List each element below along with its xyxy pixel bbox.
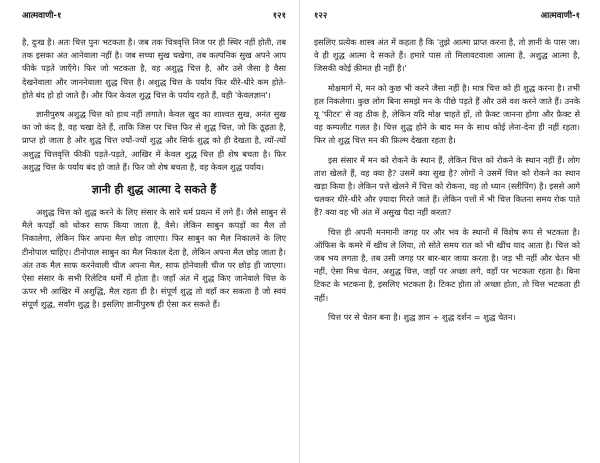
right-page-header bbox=[314, 10, 580, 22]
running-head-title: आत्मवाणी-१ bbox=[22, 11, 62, 21]
body-paragraph: इस संसार में मन को रोकने के स्थान हैं, लेकिन चित्त को रोकने के स्थान नहीं हैं। लोग ताश खेलते हैं, वह क्या है? उसमें क्या सुख है? लोगों ने उसमें चित्त को रोकने का स्थान खड़ा किया है। लेकिन पत्ते खेलने में चित्त को रोकना, वह तो ध्यान (स्लीपिंग) है। इससे आगे चलकर धीरे-धीरे और ज़्यादा गिरते जाते हैं। लेकिन पत्तों में भी चित्त कितना समय रोक पाते हैं? क्या वह भी अंत में असुख पैदा नहीं करता? bbox=[314, 154, 580, 218]
body-paragraph: चित्त पर से चेतन बना है। शुद्ध ज्ञान + शुद्ध दर्शन = शुद्ध चेतन। bbox=[328, 311, 516, 322]
section-heading: ज्ञानी ही शुद्ध आत्मा दे सकते हैं bbox=[91, 183, 217, 197]
body-paragraph: ज्ञानीपुरुष अशुद्ध चित्त को हाथ नहीं लगाते। केवल खुद का शाश्वत सुख, अनंत सुख का जो कंद है, वह चखा देते हैं, ताकि जिस पर चित्त फिर से शुद्ध चित्त, जो कि ठूढ़ता है, प्राप्त हो जाता है और शुद्ध चित्त ज्यों-ज्यों शुद्ध और सिर्फ शुद्ध को ही देखता है, त्यों-त्यों अशुद्ध चित्तवृत्ति फीकी पड़ते-पड़ते, आखिर में केवल शुद्ध चित्त ही शेष बचता है। फिर अशुद्ध चित्त के पर्याय बंद हो जाते हैं। फिर जो शेष बचता है, वह केवल शुद्ध पर्याय। bbox=[22, 109, 286, 172]
running-head-title: आत्मवाणी-१ bbox=[540, 11, 580, 21]
body-paragraph: अशुद्ध चित्त को शुद्ध करने के लिए संसार के सारे धर्म प्रयत्न में लगे हैं। जैसे साबुन से मैले कपड़ों को धोकर साफ किया जाता है, वैसे। लेकिन साबुन कपड़ों का मैल तो निकालेगा, लेकिन फिर अपना मैल छोड़ जाएगा। फिर साबुन का मैल निकालने के लिए टीनोपाल चाहिए। टीनोपाल साबुन का मैल निकाल देता है, लेकिन अपना मैल छोड़ जाता है। अंत तक मैल साफ करनेवाली चीज अपना मैल, साफ होनेवाली चीज पर छोड़ ही जाएगा। ऐसा संसार के सभी रिलेटिव धर्मों में होता है। जहाँ अंत में शुद्ध किए जानेवाले चित्त के ऊपर भी आखिर में अशुद्धि, मैल रहता ही है। संपूर्ण शुद्ध तो वहाँ कर सकता है जो स्वयं संपूर्ण शुद्ध, सर्वांग शुद्ध है। इसलिए ज्ञानीपुरुष ही ऐसा कर सकते हैं। bbox=[22, 207, 286, 310]
body-paragraph: है, दुःख है। अतः चित्त पुनः भटकता है। जब तक चित्रवृत्ति निज पर ही स्थिर नहीं होती, तब तक इसका अंत आनेवाला नहीं है। जब सच्चा सुख चखेगा, तब कल्पनिक सुख अपने आप फीके पड़ते जाएँगे। फिर जो भटकता है, वह अशुद्ध चित्त है, और उसे जैसा है वैसा देखनेवाला और जाननेवाला शुद्ध चित्त है। अशुद्ध चित्त के पर्याय फिर धीरे-धीरे कम होते-होते बंद हो हो जाते हैं। और फिर केवल शुद्ध चित्त के पर्याय रहते हैं, वही 'केवलज्ञान'। bbox=[22, 37, 286, 100]
body-paragraph: इसलिए प्रत्येक शास्त्र अंत में कहता है कि 'तुझे आत्मा प्राप्त करना है, तो ज्ञानी के पास जा। वे ही शुद्ध आत्मा दे सकते हैं। हमारे पास तो मिलावटवाला आत्मा है, अशुद्ध आत्मा है, जिसकी कोई क़ीमत ही नहीं है।' bbox=[314, 37, 580, 74]
right-page bbox=[300, 0, 600, 463]
page-number: १२१ bbox=[272, 11, 286, 21]
page-number: १२२ bbox=[314, 11, 328, 21]
body-paragraph: मोक्षमार्ग में, मन को कुछ भी करने जैसा नहीं है। मात्र चित्त को ही शुद्ध करना है। तभी हल निकलेगा। कुछ लोग बिना समझे मन के पीछे पड़ते हैं और उसे वश करने जाते हैं। उनके यू 'फीटर' से वह ठीक है, लेकिन यदि मोक्ष चाहते हों, तो फ़ैक्ट जानना होगा और फ़ैक्ट से वह कम्पलीट गलत है। चित्त शुद्ध होने के बाद मन के साथ कोई लेना-देना ही नहीं रहता। फिर तो शुद्ध चित्त मन की फ़िल्म देखता रहता है। bbox=[314, 82, 580, 146]
left-page-header bbox=[22, 10, 286, 22]
body-paragraph: चित्त ही अपनी मनमानी जगह पर और भव के स्थानों में विशेष रूप से भटकता है। ऑफिस के कमरे में खींच ले लिया, तो सोते समय रात को भी खींच याद आता है। चित्त को जब भय लगता है, तब उसी जगह पर बार-बार जाया करता है। जड़ भी नहीं और चेतन भी नहीं, ऐसा मिश्र चेतन, अशुद्ध चित्त, जहाँ पर अच्छा लगे, वहाँ पर भटकता रहता है। बिना टिकट के भटकना है, इसलिए भटकता है। टिकट होता तो अच्छा होता, तो चित्त भटकता ही नहीं। bbox=[314, 226, 580, 303]
